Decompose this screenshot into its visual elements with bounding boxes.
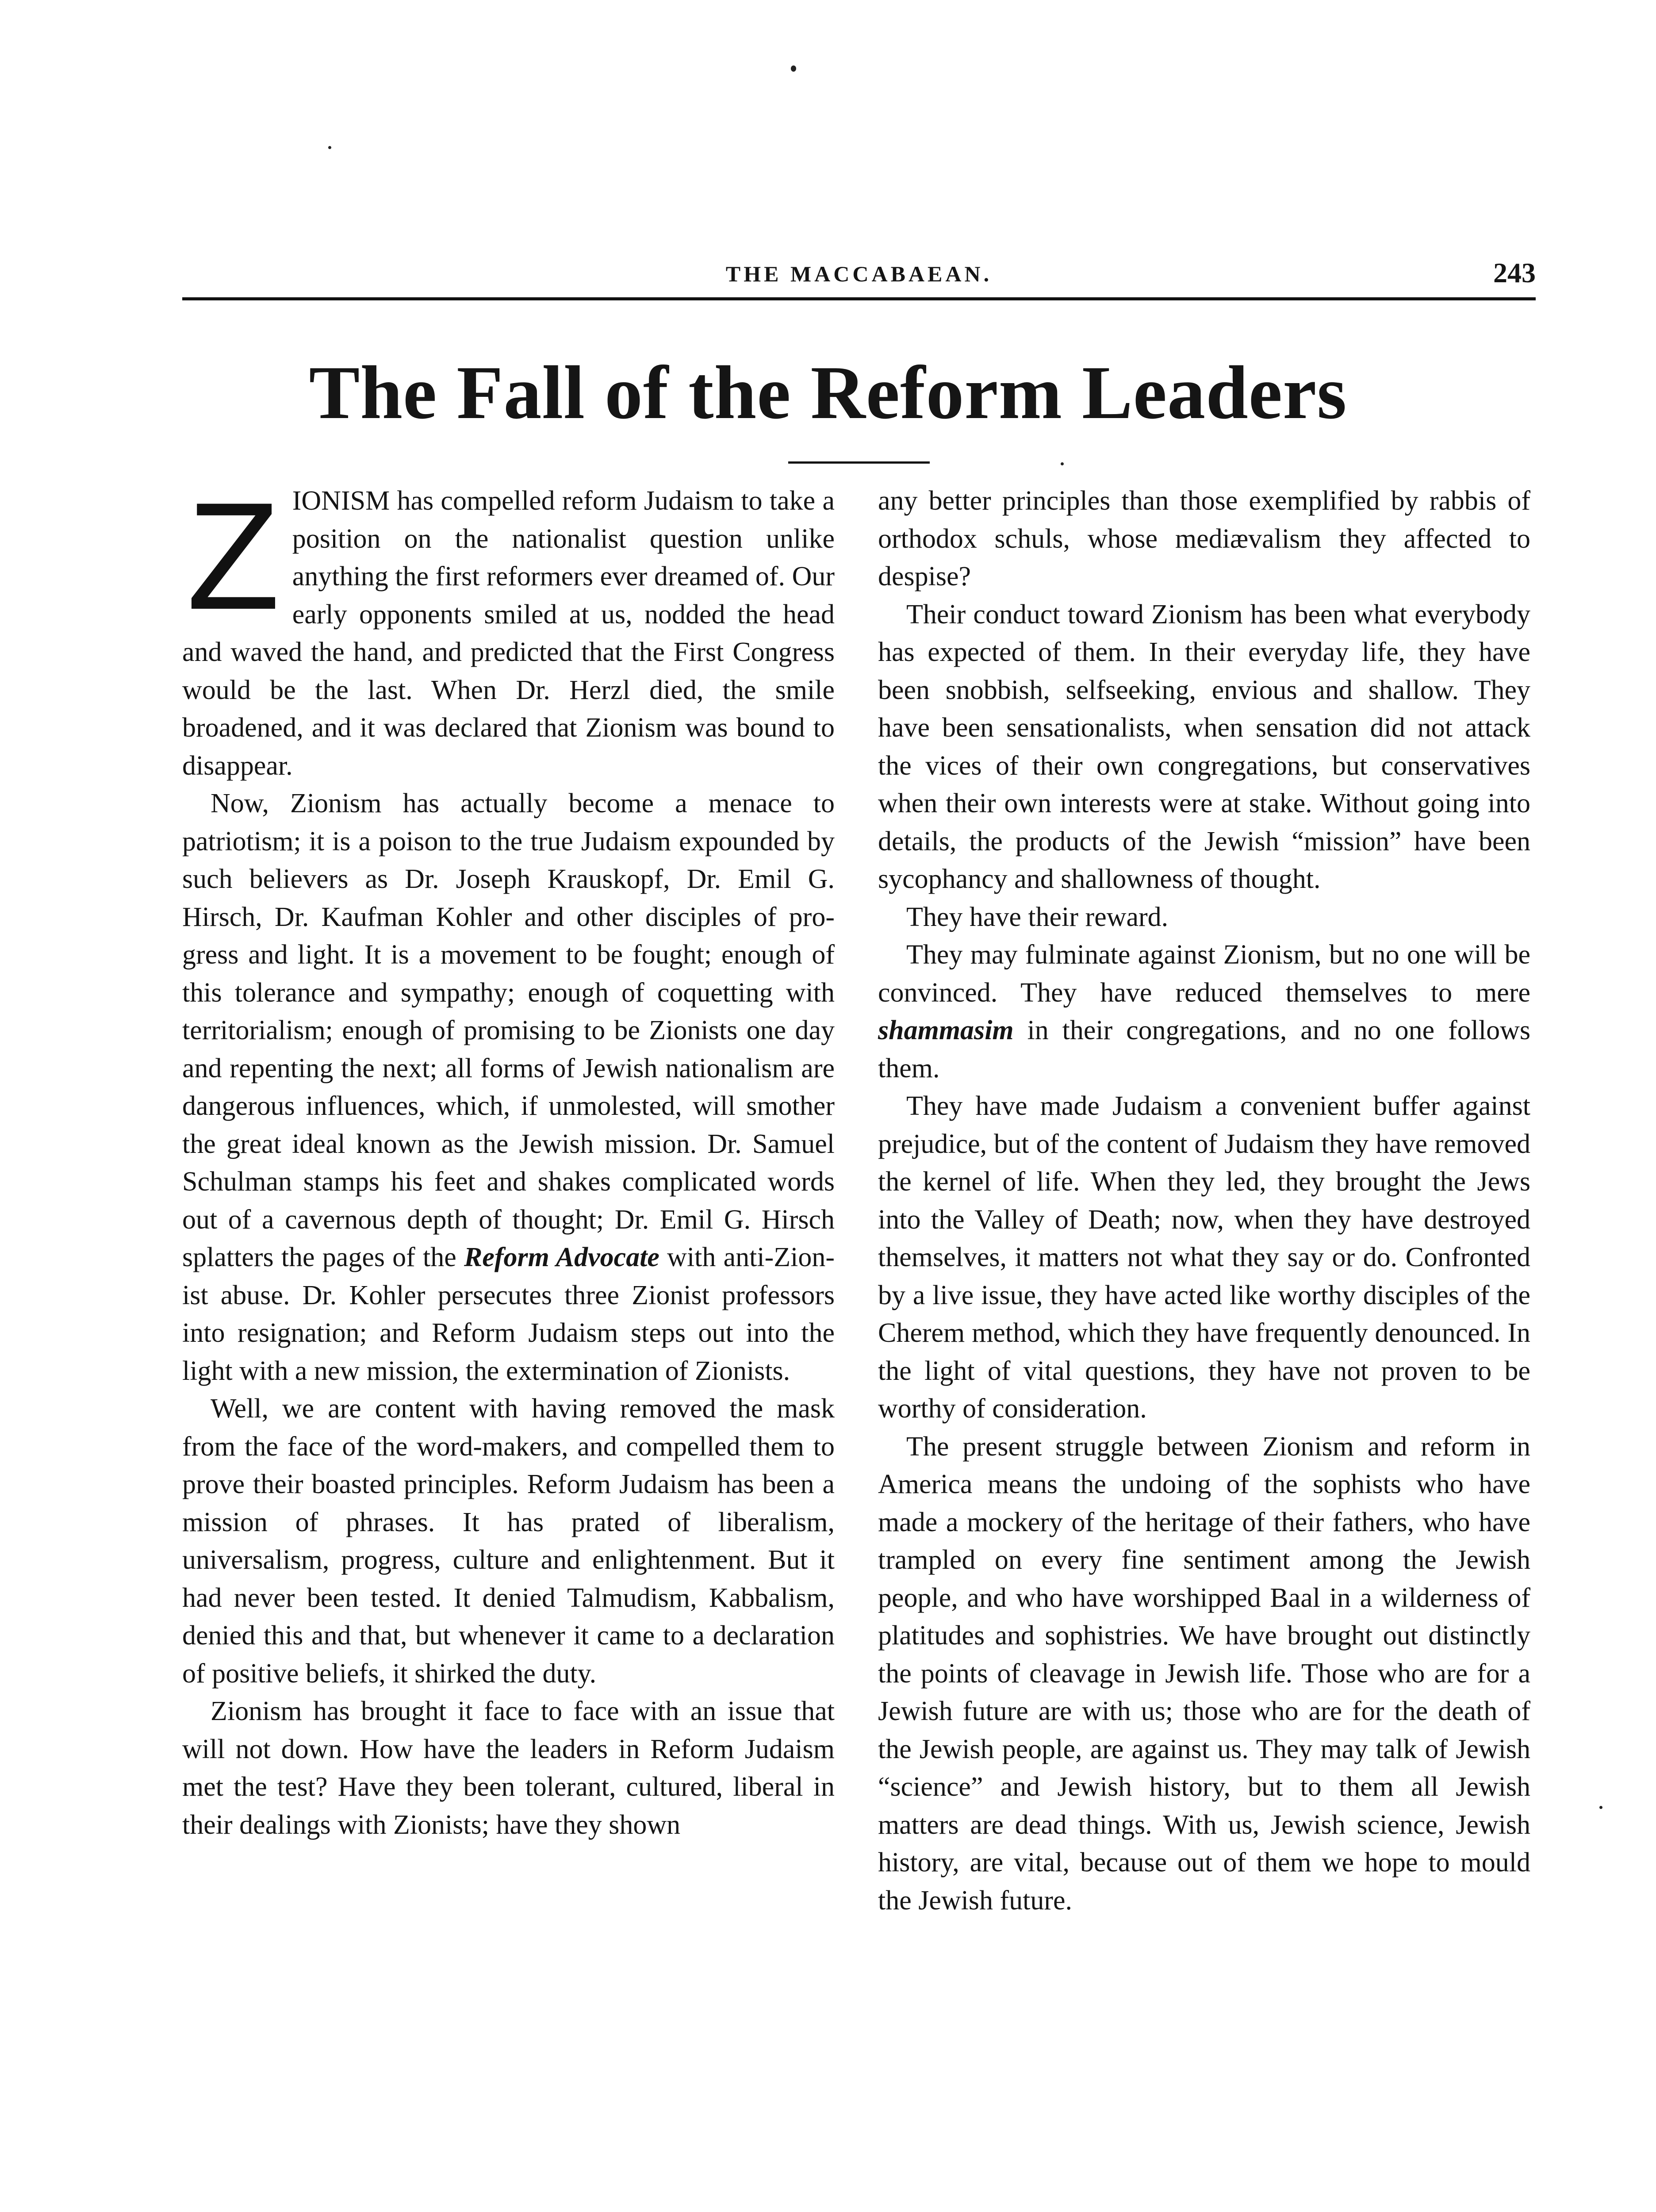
page-number: 243 — [1493, 257, 1536, 288]
paragraph-text: Now, Zionism has actually become a menace to patriotism; it is a poison to the true Judaism expounded by such believers as Dr. Joseph Krauskopf, Dr. Emil G. Hirsch, Dr. Kaufman Kohler and other disciples of progress and light. It is a movement to be fought; enough of this tolerance and sympathy; enough of coquetting with territorialism; enough of promising to be Zionists one day and repenting the next; all forms of Jewish nationalism are dangerous influences, which, if unmolested, will smother the great ideal known as the Jewish mission. Dr. Samuel Schulman stamps his feet and shakes complicated words out of a cavernous depth of thought; Dr. Emil G. Hirsch splatters the pages of the — [182, 788, 835, 1272]
publication-title: Reform Advocate — [464, 1242, 659, 1272]
paragraph-text: in their congregations, and no one follows them. — [878, 1015, 1530, 1083]
paragraph: They have made Judaism a convenient buffer against prejudice, but of the content of Judaism they have removed the kernel of life. When they led, they brought the Jews into the Valley of Death; now, when they have destroyed themselves, it matters not what they say or do. Confronted by a live issue, they have acted like worthy disciples of the Cherem method, which they have frequently denounced. In the light of vital questions, they have not proven to be worthy of consideration. — [878, 1091, 1530, 1424]
paragraph: Their conduct toward Zionism has been what everybody has expected of them. In their everyday life, they have been snobbish, selfseeking, envious and shallow. They have been sensationalists, when sensation did not attack the vices of their own congregations, but conservatives when their own interests were at stake. Without going into details, the products of the Jewish “mission” have been sycophancy and shallowness of thought. — [878, 599, 1530, 894]
left-column — [182, 471, 835, 2212]
paragraph: Zionism has brought it face to face with an issue that will not down. How have the leaders in Reform Judaism met the test? Have they been tolerant, cultured, liberal in their dealings with Zionists; have they shown — [182, 1696, 835, 1840]
page-header — [182, 257, 1536, 305]
paragraph-text: IONISM has compelled reform Judaism to take a position on the nationalist question unlike anything the first reformers ever dreamed of. Our early opponents smiled at us, nodded the head and waved the hand, and predicted that the First Congress would be the last. When Dr. Herzl died, the smile broadened, and it was declared that Zionism was bound to disappear. — [182, 486, 835, 781]
paragraph: Well, we are content with having removed the mask from the face of the word-makers, and compelled them to prove their boasted principles. Reform Judaism has been a mission of phrases. It has prated of liberalism, universalism, progress, culture and enlightenment. But it had never been tested. It denied Talmudism, Kabbalism, denied this and that, but whenever it came to a declaration of positive beliefs, it shirked the duty. — [182, 1394, 835, 1689]
scan-speck — [1599, 1806, 1602, 1809]
title-rule — [788, 461, 930, 464]
italic-term: shammasim — [878, 1015, 1014, 1045]
scan-speck — [1061, 462, 1064, 465]
paragraph-text: They may fulminate against Zionism, but no one will be convinced. They have reduced themselves to mere — [878, 940, 1530, 1008]
scan-speck — [328, 146, 331, 149]
header-rule — [182, 297, 1536, 300]
paragraph: any better principles than those exemplified by rabbis of orthodox schuls, whose mediævalism they affected to despise? — [878, 486, 1530, 591]
paragraph — [182, 785, 835, 1390]
paragraph — [182, 471, 835, 785]
scan-speck — [791, 65, 796, 72]
paragraph-text: with anti-Zionist abuse. Dr. Kohler persecutes three Zionist professors into resignation; and Reform Judaism steps out into the light with a new mission, the extermination of Zionists. — [182, 1242, 835, 1386]
paragraph: The present struggle between Zionism and reform in America means the undoing of the sophists who have made a mockery of the heritage of their fathers, who have trampled on every fine sentiment among the Jewish people, and who have worshipped Baal in a wilderness of platitudes and sophistries. We have brought out distinctly the points of cleavage in Jewish life. Those who are for a Jewish future are with us; those who are for the death of the Jewish people, are against us. They may talk of Jewish “science” and Jewish history, but to them all Jewish matters are dead things. With us, Jewish science, Jewish history, are vital, because out of them we hope to mould the Jewish future. — [878, 1431, 1530, 1916]
drop-cap: Z — [187, 471, 280, 641]
paragraph — [878, 936, 1530, 1087]
right-column — [878, 482, 1530, 2212]
paragraph: They have their reward. — [906, 902, 1169, 932]
running-head: THE MACCABAEAN. — [725, 261, 993, 286]
article-title: The Fall of the Reform Leaders — [309, 351, 1347, 435]
